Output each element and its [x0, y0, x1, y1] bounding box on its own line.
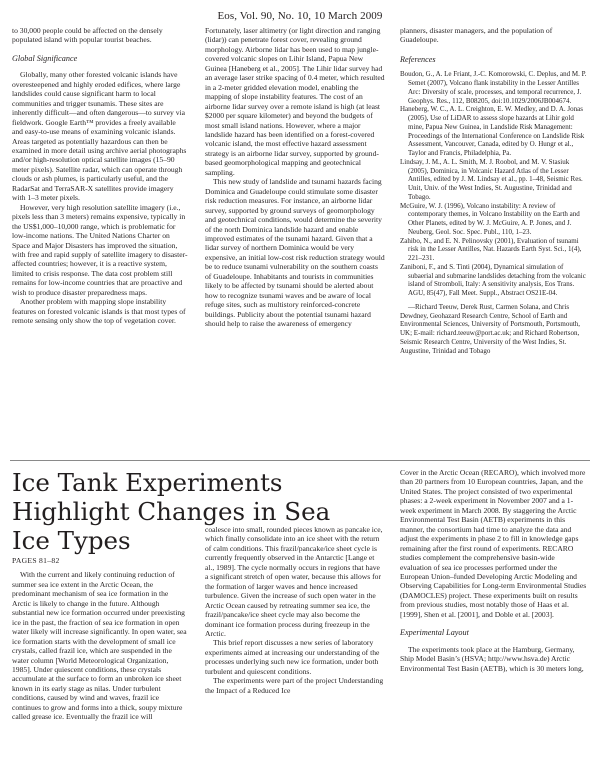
paragraph: With the current and likely continuing reduction of summer sea ice extent in the Arctic Ocean, the predominant mechanism of sea ice formation in the Arctic is likely to change in the future. Although substantial new ice formation occurred under preexisting ice in the past, the fraction of sea ice formation in open water likely will increase significantly. In open water, sea ice formation starts with the development of small ice crystals, called frazil ice, which are suspended in the water column [World Meteorological Organization, 1985]. Under quiescent conditions, these crystals accumulate at the surface to form an unbroken ice sheet known in its early stage as nilas. Under turbulent conditions, caused by wind and waves, frazil ice continues to grow and forms into a thick, soupy mixture called grease ice. Eventually the frazil ice will	[12, 570, 187, 722]
paragraph: The experiments were part of the project Understanding the Impact of a Reduced Ice	[205, 676, 384, 695]
reference-item: Zaniboni, F., and S. Tinti (2004), Dynamical simulation of subaerial and submarine landslides detaching from the volcanic island of Stromboli, Italy: A sensitivity analysis, Eos Trans. AGU, 85(47), Fall Meet. Suppl., Abstract OS21E-04.	[400, 262, 586, 298]
reference-item: Zahibo, N., and E. N. Pelinovsky (2001), Evaluation of tsunami risk in the Lesser Antilles, Nat. Hazards Earth Syst. Sci., 1(4), 221–231.	[400, 236, 582, 263]
paragraph: to 30,000 people could be affected on the densely populated island with popular tourist beaches.	[12, 26, 163, 45]
article2-column-2	[205, 525, 385, 695]
journal-header: Eos, Vol. 90, No. 10, 10 March 2009	[217, 10, 383, 22]
reference-item: Haneberg, W. C., A. L. Creighton, E. W. Medley, and D. A. Jonas (2005), Use of LiDAR to assess slope hazards at Lihir gold mine, Papua New Guinea, in Landslide Risk Management: Proceedings of the International Conference on Landslide Risk Assessment, Vancouver, Canada, edited by O. Hungr et al., Taylor and Francis, Philadelphia, Pa.	[400, 105, 585, 158]
paragraph: Fortunately, laser altimetry (or light direction and ranging (lidar)) can penetrate forest cover, revealing ground morphology. Airborne lidar has been used to map jungle-covered volcanic slopes on Lihir Island, Papua New Guinea [Haneberg et al., 2005]. The Lihir lidar survey had an average laser strike spacing of 0.4 meter, which resulted in a 2-meter gridded elevation model, enabling the mapping of slope instability features. The cost of an airborne lidar survey over a remote island is high (at least $2000 per square kilometer) and beyond the budgets of most small island nations. However, where a major landslide hazard has been identified on a forest-covered volcanic island, the most effective hazard assessment strategy is an airborne lidar survey, supported by ground-based geomorphological mapping and geotechnical sampling.	[205, 26, 385, 177]
paragraph: The experiments took place at the Hamburg, Germany, Ship Model Basin’s (HSVA; http://www.hsva.de) Arctic Environmental Test Basin (AETB), which is 30 meters long,	[400, 644, 584, 673]
reference-item: Lindsay, J. M., A. L. Smith, M. J. Roobol, and M. V. Stasiuk (2005), Dominica, in Volcanic Hazard Atlas of the Lesser Antilles, edited by J. M. Lindsay et al., pp. 1–48, Seismic Res. Unit, Univ. of the West Indies, St. Augustine, Trinidad and Tobago.	[400, 157, 583, 201]
top-column-3	[400, 26, 588, 355]
article2-column-3	[400, 468, 588, 673]
paragraph: Cover in the Arctic Ocean (RECARO), which involved more than 20 partners from 10 European countries, Japan, and the United States. The project consisted of two experimental phases: a 2-week experiment in November 2007 and a 1-week experiment in March 2008. By staggering the Arctic Environmental Test Basin (AETB) experiments in this manner, the consortium had time to analyze the data and adjust the experiments in phase 2 to fill in knowledge gaps remaining after the first round of experiments. RECARO studies complement the comprehensive basin-wide evaluation of sea ice processes performed under the European Union–funded Developing Arctic Modeling and Observing Capabilities for Long-term Environmental Studies (DAMOCLES) project. These experiments built on results from previous studies, most notably those of Haas et al. [1999], Shen et al. [2001], and Doble et al. [2003].	[400, 468, 587, 619]
references-heading: References	[400, 54, 436, 64]
paragraph: Globally, many other forested volcanic islands have overesteepened and highly eroded edifices, where large landslides could cause significant harm to local communities and trigger tsunamis. These sites are inherently difficult—and often dangerous—to survey via fieldwork. Google Earth™ provides a freely available and easy-to-use means of examining volcanic islands. Areas targeted as potentially hazardous can then be examined in more detail using archive aerial photographs and/or high-resolution optical satellite images (15–90 meter pixels). Satellite radar, which can operate through clouds or ash plumes, is particularly useful, and the RadarSat and TerraSAR-X satellites provide imagery with 1–3 meter pixels.	[12, 70, 187, 203]
top-column-1	[12, 26, 188, 326]
page-range: PAGES 81–82	[12, 556, 60, 565]
reference-item: Boudon, G., A. Le Friant, J.-C. Komorowski, C. Deplus, and M. P. Semet (2007), Volcano flank instability in the Lesser Antilles Arc: Diversity of scale, processes, and temporal recurrence, J. Geophys. Res., 112, B08205, doi:10.1029/2006JB004674.	[400, 70, 587, 105]
paragraph: planners, disaster managers, and the population of Guadeloupe.	[400, 26, 553, 45]
section-heading-experimental-layout: Experimental Layout	[400, 628, 469, 638]
paragraph: However, very high resolution satellite imagery (i.e., pixels less than 3 meters) remains expensive, typically in the US$1,000–10,000 range, which is problematic for low-income nations. The United Nations Charter on Space and Major Disasters has improved the situation, with free and rapid supply of satellite imagery to disaster-affected countries; however, it is a reactive system, limited to crisis response. The data cost problem still remains for low-income countries that are proactive and wish to produce disaster preparedness maps.	[12, 202, 188, 297]
paragraph: Another problem with mapping slope instability features on forested volcanic islands is that most types of remote sensing only show the top of vegetation cover.	[12, 297, 186, 326]
paragraph: This new study of landslide and tsunami hazards facing Dominica and Guadeloupe could stimulate some disaster risk reduction measures. For instance, an airborne lidar survey, supported by ground surveys of geomorphology and geotechnical conditions, would determine the severity of the north Dominica landslide hazard and enable improved estimates of the tsunami hazard. Given that a lidar survey of northern Dominica would be very expensive, an initial low-cost risk reduction strategy would be to reduce tsunami vulnerability on the southern coasts of Guadeloupe. Inhabitants and tourists in communities likely to be affected by tsunami should be alerted about how to recognize tsunami waves and be aware of local refuge sites, such as multistory reinforced-concrete buildings. Publicity about the potential tsunami hazard should help to raise the awareness of emergency	[205, 177, 385, 329]
section-heading-global-significance: Global Significance	[12, 53, 78, 63]
article-title: Ice Tank Experiments Highlight Changes in Sea Ice Types	[12, 468, 331, 555]
paragraph: coalesce into small, rounded pieces known as pancake ice, which finally consolidate into an ice sheet with the return of calm conditions. This frazil/pancake/ice sheet cycle is currently frequently observed in the Antarctic [Lange et al., 1989]. The cycle normally occurs in regions that have a significant stretch of open water, because this allows for the formation of larger waves and hence increased turbulence. Given the increase of such open water in the Arctic Ocean caused by retreating summer sea ice, the frazil/pancake/ice sheet cycle may also become the dominant ice formation process during freezeup in the Arctic.	[205, 525, 383, 638]
article2-column-1	[12, 556, 188, 722]
paragraph: This brief report discusses a new series of laboratory experiments aimed at increasing our understanding of the processes underlying such new ice formation, under both turbulent and quiescent conditions.	[205, 638, 380, 676]
article-divider	[10, 460, 590, 461]
author-affiliations: —Richard Teeuw, Derek Rust, Carmen Solana, and Chris Dewdney, Geohazard Research Centre, School of Earth and Environmental Sciences, University of Portsmouth, Portsmouth, UK; E-mail: richard.teeuw@port.ac.uk; and Richard Robertson, Seismic Research Centre, University of the West Indies, St. Augustine, Trinidad and Tobago	[400, 302, 581, 355]
reference-item: McGuire, W. J. (1996), Volcano instability: A review of contemporary themes, in Volcano Instability on the Earth and Other Planets, edited by W. J. McGuire, A. P. Jones, and J. Neuberg, Geol. Soc. Spec. Publ., 110, 1–23.	[400, 201, 580, 236]
top-column-2	[205, 26, 385, 329]
